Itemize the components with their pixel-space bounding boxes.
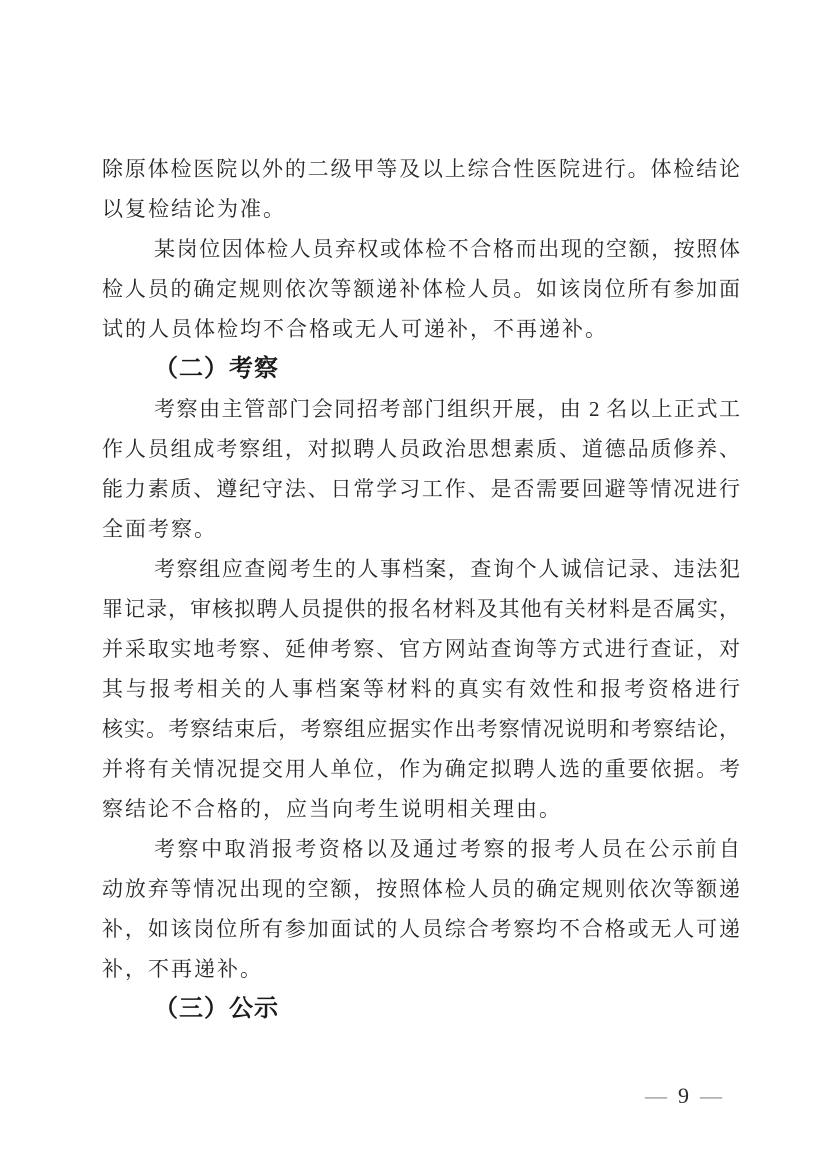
text-line: 并将有关情况提交用人单位，作为确定拟聘人选的重要依据。考 bbox=[102, 757, 740, 781]
text-line: 考察组应查阅考生的人事档案，查询个人诚信记录、违法犯 bbox=[154, 557, 740, 581]
text-line: 补，如该岗位所有参加面试的人员综合考察均不合格或无人可递 bbox=[102, 917, 740, 941]
section-heading: （二）考察 bbox=[154, 356, 279, 382]
text-line: 除原体检医院以外的二级甲等及以上综合性医院进行。体检结论 bbox=[102, 157, 740, 181]
section-heading: （三）公示 bbox=[154, 996, 279, 1022]
text-line: 其与报考相关的人事档案等材料的真实有效性和报考资格进行 bbox=[102, 677, 740, 701]
document-body bbox=[102, 149, 740, 1029]
text-line: 试的人员体检均不合格或无人可递补，不再递补。 bbox=[102, 317, 608, 341]
text-line: 动放弃等情况出现的空额，按照体检人员的确定规则依次等额递 bbox=[102, 877, 740, 901]
text-line: 并采取实地考察、延伸考察、官方网站查询等方式进行查证，对 bbox=[102, 637, 740, 661]
text-line: 考察由主管部门会同招考部门组织开展，由 2 名以上正式工 bbox=[154, 397, 740, 421]
page-number bbox=[645, 1080, 722, 1112]
page-number-value: 9 bbox=[678, 1083, 689, 1108]
text-line: 全面考察。 bbox=[102, 517, 217, 541]
text-line: 考察中取消报考资格以及通过考察的报考人员在公示前自 bbox=[154, 837, 740, 861]
text-line: 某岗位因体检人员弃权或体检不合格而出现的空额，按照体 bbox=[154, 237, 740, 261]
text-line: 能力素质、遵纪守法、日常学习工作、是否需要回避等情况进行 bbox=[102, 477, 740, 501]
text-line: 检人员的确定规则依次等额递补体检人员。如该岗位所有参加面 bbox=[102, 277, 740, 301]
text-line: 以复检结论为准。 bbox=[102, 197, 286, 221]
text-line: 补，不再递补。 bbox=[102, 957, 263, 981]
text-line: 罪记录，审核拟聘人员提供的报名材料及其他有关材料是否属实， bbox=[102, 597, 740, 621]
text-line: 核实。考察结束后，考察组应据实作出考察情况说明和考察结论， bbox=[102, 717, 740, 741]
text-line: 作人员组成考察组，对拟聘人员政治思想素质、道德品质修养、 bbox=[102, 437, 740, 461]
page-number-dash-right: — bbox=[700, 1083, 722, 1108]
text-line: 察结论不合格的，应当向考生说明相关理由。 bbox=[102, 797, 562, 821]
page-number-dash-left: — bbox=[645, 1083, 667, 1108]
